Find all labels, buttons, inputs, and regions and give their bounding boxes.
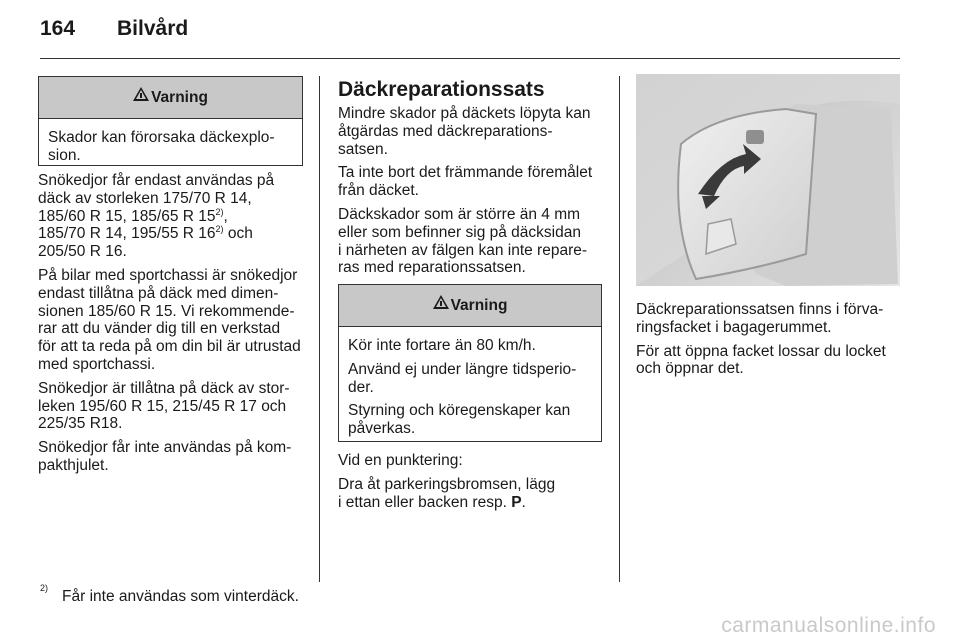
paragraph — [38, 439, 304, 475]
warning-header — [39, 77, 302, 119]
paragraph — [38, 267, 304, 374]
text-line: Kör inte fortare än 80 km/h. — [348, 337, 536, 354]
column-1-text — [38, 172, 304, 481]
paragraph — [636, 301, 900, 337]
text-line: Snökedjor får endast användas på — [38, 172, 275, 189]
text-fragment: , — [223, 207, 228, 225]
text-line: däck av storleken 175/70 R 14, — [38, 189, 252, 207]
warning-paragraph — [348, 337, 592, 355]
warning-title: Varning — [450, 296, 508, 314]
text-line: endast tillåtna på däck med dimen- — [38, 284, 279, 302]
text-line: Däckskador som är större än 4 mm — [338, 205, 581, 223]
header-rule — [40, 58, 900, 59]
warning-line: Skador kan förorsaka däckexplo- — [48, 129, 275, 146]
footnote-ref: 2) — [215, 224, 224, 235]
footnote — [40, 583, 299, 606]
column-3-text — [636, 301, 900, 384]
section-title: Bilvård — [117, 17, 189, 40]
warning-triangle-icon — [433, 296, 451, 315]
watermark: carmanualsonline.info — [721, 614, 936, 637]
text-line: 225/35 R18. — [38, 415, 123, 433]
text-line: leken 195/60 R 15, 215/45 R 17 och — [38, 397, 287, 415]
text-line: 185/70 R 14, 195/55 R 16 — [38, 225, 216, 243]
footnote-text: Får inte användas som vinterdäck. — [62, 588, 299, 606]
column-divider-2 — [619, 76, 620, 582]
warning-line: sion. — [48, 146, 81, 164]
warning-body — [39, 119, 302, 171]
text-line: För att öppna facket lossar du locket — [636, 342, 886, 360]
text-fragment: och — [223, 225, 253, 243]
text-line: sionen 185/60 R 15. Vi rekommende- — [38, 302, 295, 320]
warning-header — [339, 285, 601, 327]
text-line: Styrning och köregenskaper kan — [348, 402, 571, 420]
text-line: åtgärdas med däckreparations- — [338, 122, 553, 140]
text-line: rar att du vänder dig till en verkstad — [38, 320, 281, 338]
warning-paragraph — [348, 402, 592, 438]
text-line: Använd ej under längre tidsperio- — [348, 360, 577, 378]
text-line: i ettan eller backen resp. — [338, 493, 512, 511]
text-line: Snökedjor är tillåtna på däck av stor- — [38, 379, 290, 397]
paragraph — [38, 172, 304, 261]
text-line: satsen. — [338, 140, 388, 158]
paragraph — [338, 206, 606, 277]
column-2-text — [338, 78, 606, 283]
paragraph — [38, 380, 304, 433]
paragraph — [338, 105, 606, 158]
text-line: 185/60 R 15, 185/65 R 15 — [38, 207, 216, 225]
text-line: påverkas. — [348, 420, 416, 438]
cargo-compartment-illustration — [636, 74, 900, 286]
text-line: eller som befinner sig på däcksidan — [338, 223, 581, 241]
text-fragment: . — [521, 493, 526, 511]
text-line: med sportchassi. — [38, 355, 156, 373]
text-line: der. — [348, 378, 374, 396]
text-line: för att ta reda på om din bil är utrustad — [38, 338, 301, 356]
text-line: ras med reparationssatsen. — [338, 259, 526, 277]
section-heading: Däckreparationssats — [338, 78, 545, 101]
text-line: Mindre skador på däckets löpyta kan — [338, 105, 591, 122]
text-line: 205/50 R 16. — [38, 243, 127, 261]
text-line: ringsfacket i bagagerummet. — [636, 318, 832, 336]
text-line: och öppnar det. — [636, 360, 744, 378]
warning-triangle-icon — [133, 88, 151, 107]
warning-title: Varning — [151, 88, 208, 106]
text-line: Däckreparationssatsen finns i förva- — [636, 301, 884, 318]
text-line: Dra åt parkeringsbromsen, lägg — [338, 475, 556, 493]
paragraph: Vid en punktering: — [338, 452, 463, 469]
text-line: På bilar med sportchassi är snökedjor — [38, 266, 298, 284]
warning-box-1 — [38, 76, 303, 166]
text-line: i närheten av fälgen kan inte repare- — [338, 241, 588, 259]
text-line: Snökedjor får inte användas på kom- — [38, 439, 292, 457]
column-divider-1 — [319, 76, 320, 582]
paragraph — [338, 164, 606, 200]
page-number: 164 — [40, 17, 76, 40]
text-line: pakthjulet. — [38, 456, 109, 474]
gear-position-symbol: P — [511, 493, 522, 511]
column-2-after-text — [338, 452, 606, 517]
text-line: Ta inte bort det främmande föremålet — [338, 164, 593, 182]
warning-body — [339, 327, 601, 450]
footnote-ref: 2) — [215, 206, 224, 217]
paragraph — [338, 476, 606, 512]
warning-box-2 — [338, 284, 602, 442]
text-line: från däcket. — [338, 182, 419, 200]
warning-paragraph — [348, 361, 592, 397]
footnote-marker: 2) — [40, 583, 49, 593]
paragraph — [636, 343, 900, 379]
